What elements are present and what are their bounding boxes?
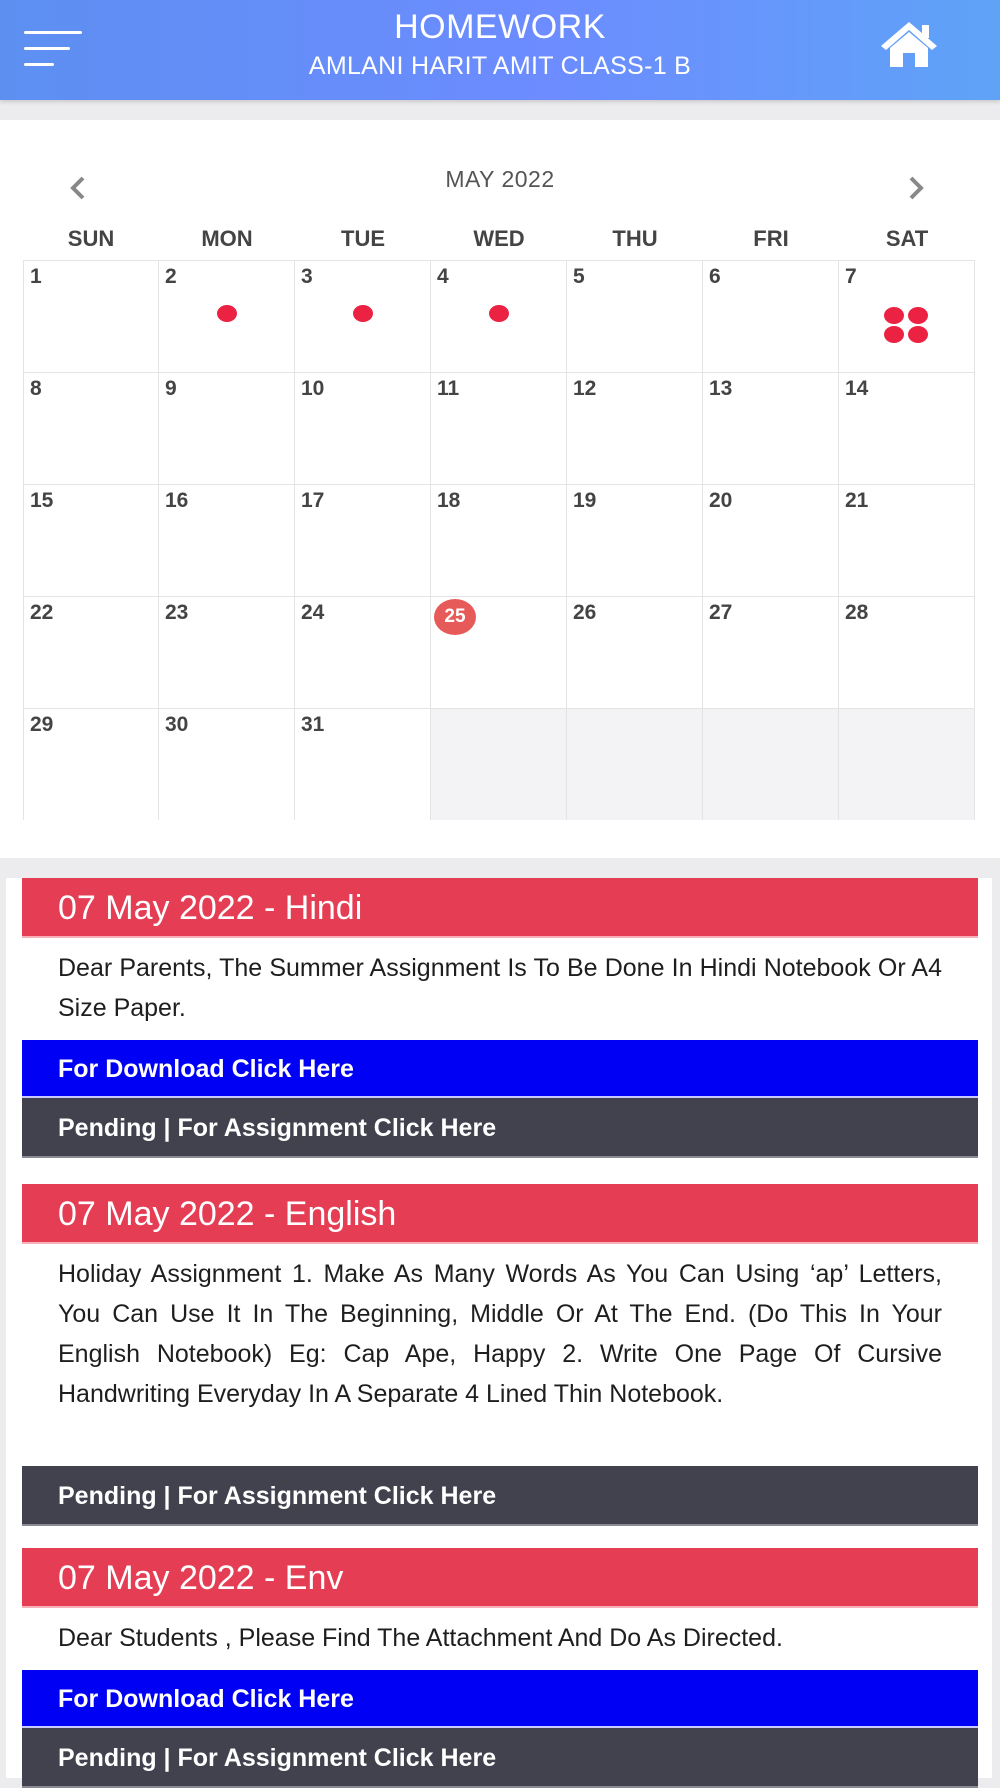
- event-dot-icon: [908, 307, 928, 324]
- homework-card-env: [22, 1548, 978, 1788]
- day-number: 15: [30, 489, 54, 512]
- event-dots: [884, 307, 930, 343]
- homework-description: Holiday Assignment 1. Make As Many Words As You Can Using ‘ap’ Letters, You Can Use It In The Beginning, Middle Or At The End. (Do This In Your English Notebook) Eg: Cap Ape, Happy 2. Write One Page Of Cursive Handwriting Everyday In A Separate 4 Lined Thin Notebook.: [58, 1260, 942, 1408]
- weekday-label: MON: [201, 226, 253, 251]
- day-number: 22: [30, 601, 54, 624]
- day-number: 31: [301, 713, 325, 736]
- calendar-empty-cell: [567, 708, 703, 820]
- weekday-label: TUE: [341, 226, 385, 251]
- day-number: 13: [709, 377, 733, 400]
- homework-heading: 07 May 2022 - English: [22, 1184, 978, 1244]
- event-dots: [431, 305, 567, 322]
- day-number: 19: [573, 489, 597, 512]
- day-number: 20: [709, 489, 733, 512]
- day-number: 24: [301, 601, 325, 624]
- event-dot-icon: [489, 305, 509, 322]
- calendar-day-cell[interactable]: [295, 596, 431, 708]
- day-number: 16: [165, 489, 189, 512]
- calendar-day-cell[interactable]: [839, 372, 975, 484]
- weekday-label: WED: [473, 226, 525, 251]
- weekday-label: FRI: [753, 226, 789, 251]
- student-class-subtitle: AMLANI HARIT AMIT CLASS-1 B: [308, 52, 692, 80]
- calendar-day-cell[interactable]: [567, 260, 703, 372]
- homework-heading: 07 May 2022 - Hindi: [22, 878, 978, 938]
- day-number: 9: [165, 377, 177, 400]
- calendar-day-cell[interactable]: [23, 372, 159, 484]
- weekday-label: THU: [612, 226, 658, 251]
- event-dots: [295, 305, 431, 322]
- event-dot-icon: [217, 305, 237, 322]
- day-number: 8: [30, 377, 42, 400]
- weekday-label: SUN: [67, 226, 115, 251]
- event-dot-icon: [908, 326, 928, 343]
- calendar-day-cell[interactable]: [23, 484, 159, 596]
- day-number: 17: [301, 489, 325, 512]
- app-header: [0, 0, 1000, 100]
- chevron-right-icon[interactable]: [896, 168, 936, 208]
- calendar-day-cell[interactable]: [159, 260, 295, 372]
- calendar-day-cell[interactable]: [159, 596, 295, 708]
- page-title: HOMEWORK: [394, 8, 606, 46]
- day-number: 2: [165, 265, 177, 288]
- calendar-day-cell[interactable]: [159, 708, 295, 820]
- day-number: 5: [573, 265, 585, 288]
- calendar-empty-cell: [431, 708, 567, 820]
- calendar-day-cell[interactable]: [159, 484, 295, 596]
- weekday-label: SAT: [885, 226, 929, 251]
- event-dot-icon: [884, 307, 904, 324]
- calendar-day-cell[interactable]: [431, 260, 567, 372]
- download-button[interactable]: For Download Click Here: [22, 1040, 978, 1098]
- calendar-day-cell[interactable]: [703, 372, 839, 484]
- calendar-day-cell[interactable]: [703, 484, 839, 596]
- calendar-grid: [23, 260, 975, 820]
- download-button[interactable]: For Download Click Here: [22, 1670, 978, 1728]
- calendar-empty-cell: [839, 708, 975, 820]
- homework-list: [6, 878, 992, 1778]
- day-number: 14: [845, 377, 869, 400]
- calendar-day-cell[interactable]: [839, 596, 975, 708]
- assignment-button[interactable]: Pending | For Assignment Click Here: [22, 1098, 978, 1158]
- day-number: 12: [573, 377, 597, 400]
- calendar-day-cell[interactable]: [159, 372, 295, 484]
- day-number: 11: [437, 377, 460, 400]
- homework-card-english: [22, 1184, 978, 1526]
- calendar-day-cell[interactable]: [567, 484, 703, 596]
- day-number: 23: [165, 601, 189, 624]
- day-number: 1: [30, 265, 42, 288]
- calendar-day-cell[interactable]: [839, 260, 975, 372]
- calendar-day-cell[interactable]: [839, 484, 975, 596]
- home-icon[interactable]: [878, 18, 940, 70]
- calendar-empty-cell: [703, 708, 839, 820]
- calendar-day-cell[interactable]: [431, 596, 567, 708]
- event-dot-icon: [353, 305, 373, 322]
- calendar-day-cell[interactable]: [703, 596, 839, 708]
- homework-description: Dear Parents, The Summer Assignment Is To Be Done In Hindi Notebook Or A4 Size Paper.: [58, 954, 942, 1022]
- day-number: 3: [301, 265, 313, 288]
- homework-description: Dear Students , Please Find The Attachment And Do As Directed.: [58, 1624, 783, 1652]
- today-day-number: 25: [434, 599, 476, 635]
- day-number: 27: [709, 601, 733, 624]
- day-number: 10: [301, 377, 325, 400]
- day-number: 30: [165, 713, 189, 736]
- calendar-day-cell[interactable]: [23, 260, 159, 372]
- day-number: 29: [30, 713, 54, 736]
- homework-heading: 07 May 2022 - Env: [22, 1548, 978, 1608]
- day-number: 26: [573, 601, 597, 624]
- calendar-day-cell[interactable]: [23, 596, 159, 708]
- calendar-day-cell[interactable]: [431, 372, 567, 484]
- day-number: 4: [437, 265, 449, 288]
- calendar-day-cell[interactable]: [567, 596, 703, 708]
- calendar-day-cell[interactable]: [295, 260, 431, 372]
- month-label: MAY 2022: [445, 166, 555, 192]
- assignment-button[interactable]: Pending | For Assignment Click Here: [22, 1728, 978, 1788]
- day-number: 21: [845, 489, 869, 512]
- calendar-day-cell[interactable]: [431, 484, 567, 596]
- calendar-day-cell[interactable]: [295, 484, 431, 596]
- calendar-day-cell[interactable]: [23, 708, 159, 820]
- homework-card-hindi: [22, 878, 978, 1158]
- calendar-day-cell[interactable]: [567, 372, 703, 484]
- calendar: [0, 120, 1000, 858]
- calendar-day-cell[interactable]: [295, 372, 431, 484]
- calendar-day-cell[interactable]: [703, 260, 839, 372]
- day-number: 6: [709, 265, 721, 288]
- event-dots: [159, 305, 295, 322]
- day-number: 28: [845, 601, 869, 624]
- event-dot-icon: [884, 326, 904, 343]
- day-number: 7: [845, 265, 857, 288]
- day-number: 18: [437, 489, 461, 512]
- assignment-button[interactable]: Pending | For Assignment Click Here: [22, 1466, 978, 1526]
- calendar-day-cell[interactable]: [295, 708, 431, 820]
